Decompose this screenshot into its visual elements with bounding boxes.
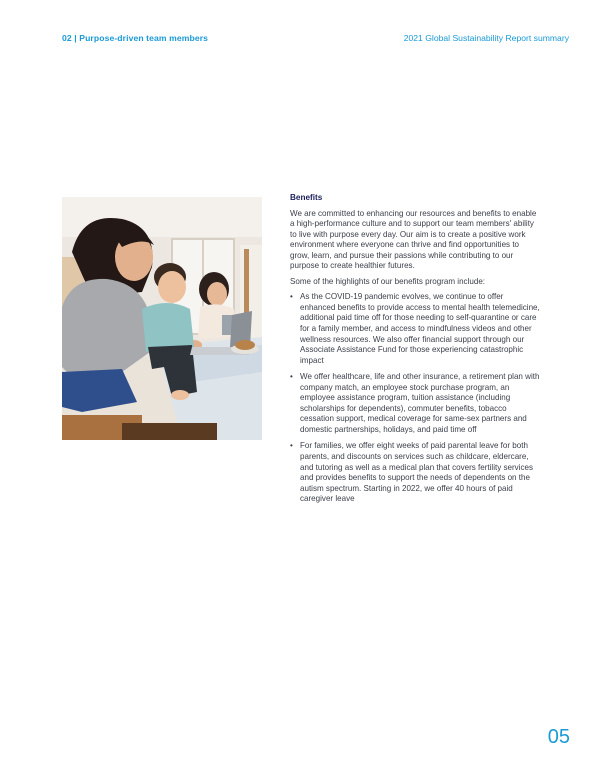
bullet-icon: •: [290, 292, 293, 302]
report-title: 2021 Global Sustainability Report summary: [403, 33, 569, 43]
list-item: [290, 372, 540, 435]
benefits-intro: We are committed to enhancing our resources and benefits to enable a high-performance culture and to support our team members' ability to live with purpose every day. Our aim is to create a positive work environment where everyone can thrive and find opportunities to grow, learn, and pursue their passions while contributing to our purpose to create healthier futures.: [290, 208, 537, 271]
benefits-bullet-list: [290, 292, 540, 504]
list-item: [290, 441, 540, 504]
bullet-text: We offer healthcare, life and other insurance, a retirement plan with company match, an employee stock purchase program, an employee assistance program, tuition assistance (including scholarships for dependents), commuter benefits, tobacco cessation support, medical coverage for same-sex partners and domestic partnerships, holidays, and paid time off: [300, 372, 540, 434]
bullet-text: For families, we offer eight weeks of paid parental leave for both parents, and discounts on services such as childcare, eldercare, and tutoring as well as a medical plan that covers fertility services and provides benefits to support the needs of dependents on the autism spectrum. Starting in 2022, we offer 40 hours of paid caregiver leave: [300, 441, 534, 504]
list-item: [290, 292, 540, 366]
bullet-icon: •: [290, 372, 293, 382]
family-photo: [62, 197, 262, 440]
benefits-heading: Benefits: [290, 193, 323, 202]
page-number: 05: [547, 726, 570, 748]
highlights-lead: Some of the highlights of our benefits program include:: [290, 276, 486, 286]
bullet-icon: •: [290, 441, 293, 451]
benefits-section: [290, 193, 540, 511]
bullet-text: As the COVID-19 pandemic evolves, we continue to offer enhanced benefits to provide access to mental health telemedicine, additional paid time off for those needing to self-quarantine or care for a family member, and access to mindfulness videos and other wellness resources. We also offer financial support through our Associate Assistance Fund for those experiencing catastrophic impact: [300, 292, 540, 365]
section-label: 02 | Purpose-driven team members: [62, 33, 209, 43]
